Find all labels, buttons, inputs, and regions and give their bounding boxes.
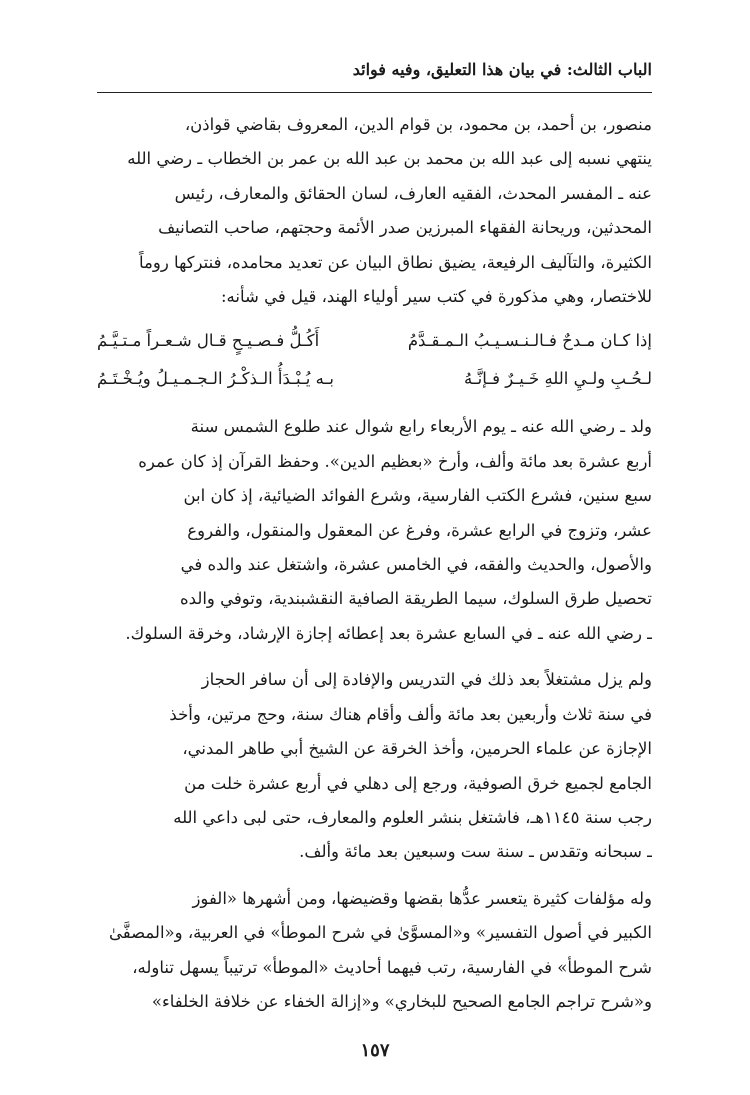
chapter-title: الباب الثالث: في بيان هذا التعليق، وفيه فوائد [352,60,652,79]
page-number: ١٥٧ [360,1040,390,1061]
text-line: للاختصار، وهي مذكورة في كتب سير أولياء الهند، قيل في شأنه: [220,287,652,307]
poem-verse [97,360,652,398]
text-line: شرح الموطأ» في الفارسية، رتب فيهما أحاديث «الموطأ» ترتيباً يسهل تناوله، [132,957,652,977]
paragraph-1 [97,108,652,314]
text-line: سبع سنين، فشرع الكتب الفارسية، وشرع الفوائد الضيائية، إذ كان ابن [183,486,652,506]
text-line: ـ سبحانه وتقدس ـ سنة ست وسبعين بعد مائة وألف. [299,842,652,862]
paragraph-4 [97,882,652,1020]
text-line: ولد ـ رضي الله عنه ـ يوم الأربعاء رابع شوال عند طلوع الشمس سنة [190,417,652,437]
paragraph-2 [97,410,652,651]
text-line: الكبير في أصول التفسير» و«المسوَّىٰ في شرح الموطأ» في العربية، و«المصفَّىٰ [108,923,652,943]
verse-second-hemistich: أَكُـلُّ فـصـيـحٍ قـال شـعـراً مـتـيَّـمُ [97,331,320,351]
text-line: ينتهي نسبه إلى عبد الله بن محمد بن عبد الله بن عمر بن الخطاب ـ رضي الله [127,149,652,169]
poem-verse [97,322,652,360]
text-line: منصور، بن أحمد، بن محمود، بن قوام الدين، المعروف بقاضي قواذن، [184,115,652,134]
text-line: عشر، وتزوج في الرابع عشرة، وفرغ عن المعقول والمنقول، والفروع [187,520,652,540]
verse-second-hemistich: بـه يُـبْـدَأُ الـذكْـرُ الـجـمـيـلُ ويُـخْـتَـمُ [97,369,334,389]
paragraph-3 [97,663,652,869]
poem [97,322,652,398]
text-line: تحصيل طرق السلوك، سيما الطريقة الصافية النقشبندية، وتوفي والده [180,589,652,609]
text-line: رجب سنة ١١٤٥هـ، فاشتغل بنشر العلوم والمعارف، حتى لبى داعي الله [173,807,652,827]
running-header [97,52,652,93]
text-line: المحدثين، وريحانة الفقهاء المبرزين صدر الأئمة وحجتهم، صاحب التصانيف [158,218,652,238]
text-line: ـ رضي الله عنه ـ في السابع عشرة بعد إعطائه إجازة الإرشاد، وخرقة السلوك. [125,623,652,643]
text-line: أربع عشرة بعد مائة وألف، وأرخ «بعظيم الدين». وحفظ القرآن إذ كان عمره [138,451,652,471]
page-body [97,108,652,1019]
text-line: الإجازة عن علماء الحرمين، وأخذ الخرقة عن الشيخ أبي طاهر المدني، [182,739,652,759]
text-line: و«شرح تراجم الجامع الصحيح للبخاري» و«إزالة الخفاء عن خلافة الخلفاء» [151,991,652,1011]
text-line: والأصول، والحديث والفقه، في الخامس عشرة، واشتغل عند والده في [180,555,652,575]
verse-first-hemistich: إذا كـان مـدحٌ فـالـنـسـيـبُ الـمـقـدَّمُ [407,331,652,351]
verse-first-hemistich: لـحُـبِ ولـيِ اللهِ خَـيـرٌ فـإنَّـهُ [463,369,652,389]
text-line: في سنة ثلاث وأربعين بعد مائة وألف وأقام هناك سنة، وحج مرتين، وأخذ [169,704,652,724]
text-line: ولم يزل مشتغلاً بعد ذلك في التدريس والإفادة إلى أن سافر الحجاز [201,670,652,690]
text-line: الجامع لجميع خرق الصوفية، ورجع إلى دهلي في أربع عشرة خلت من [184,773,652,793]
text-line: عنه ـ المفسر المحدث، الفقيه العارف، لسان الحقائق والمعارف، رئيس [174,183,652,203]
text-line: الكثيرة، والتآليف الرفيعة، يضيق نطاق البيان عن تعديد محامده، فنتركها روماً [139,252,652,272]
text-line: وله مؤلفات كثيرة يتعسر عدُّها بقضها وقضيضها، ومن أشهرها «الفوز [192,888,652,908]
